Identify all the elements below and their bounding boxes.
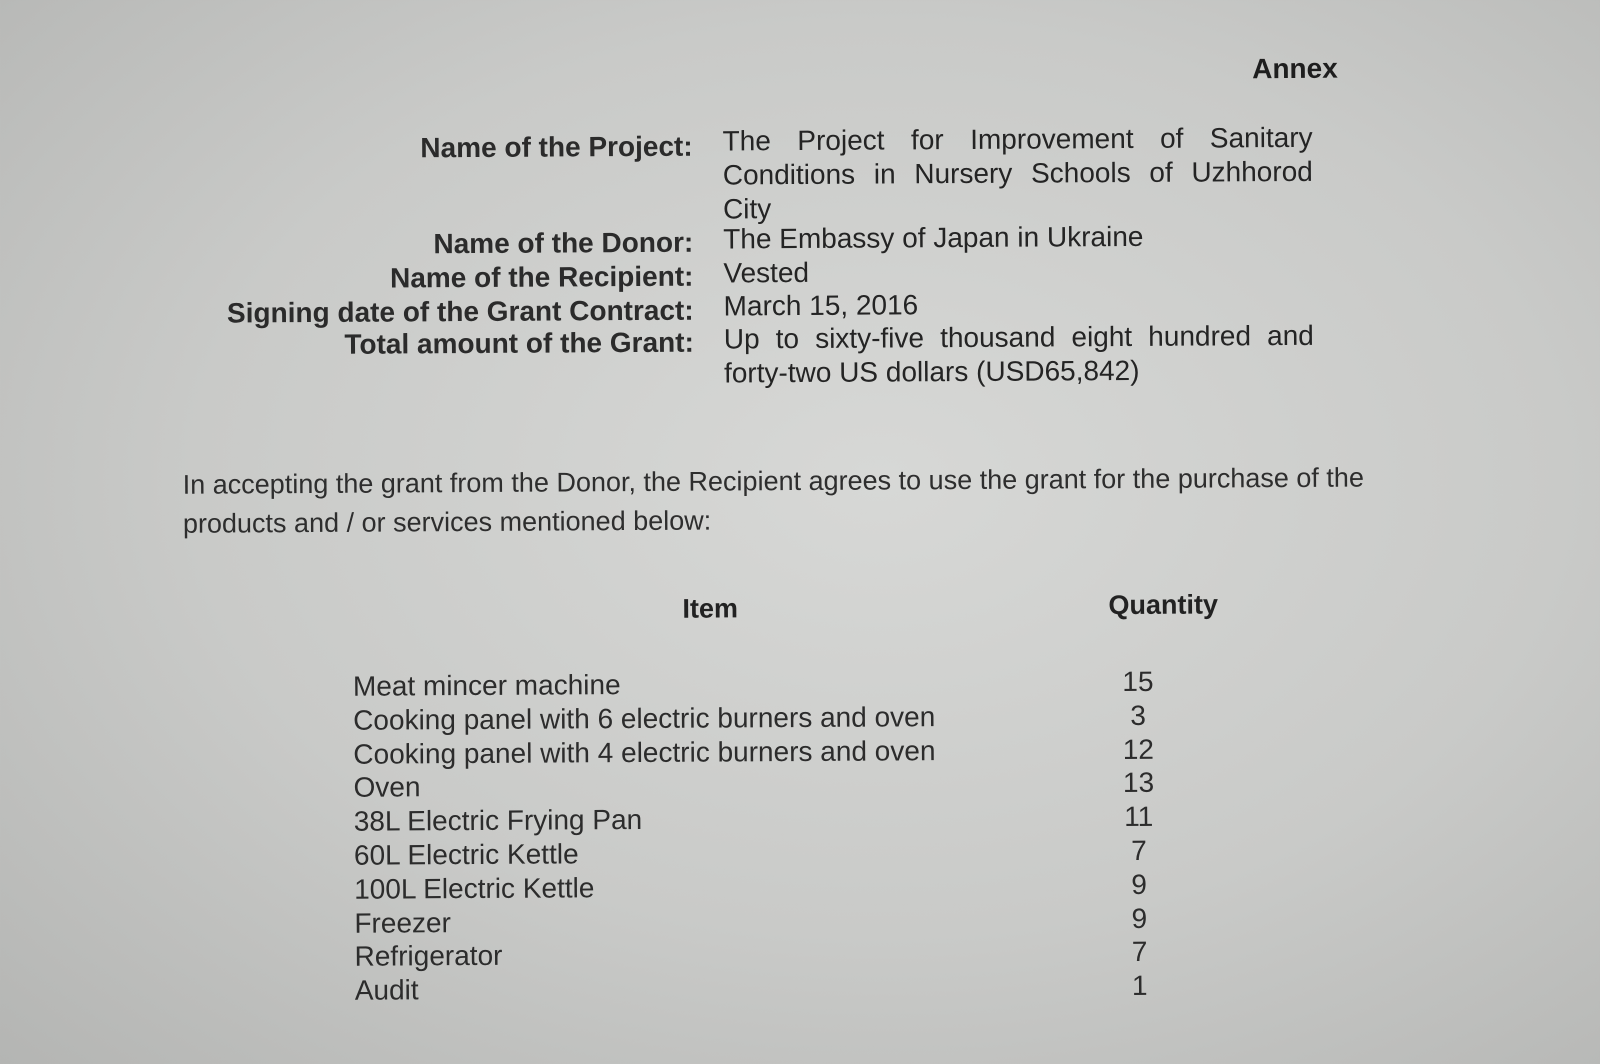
- field-label: Name of the Donor:: [433, 226, 694, 260]
- table-row: [353, 665, 1253, 704]
- table-row: [354, 902, 1254, 941]
- field-value: Vested: [723, 256, 810, 289]
- item-quantity: 9: [1131, 902, 1148, 934]
- field-label: Name of the Recipient:: [389, 260, 694, 294]
- field-value: Up to sixty-five thousand eight hundred and forty-two US dollars (USD65,842): [723, 319, 1314, 389]
- item-name: 100L Electric Kettle: [354, 872, 595, 905]
- table-row: [354, 834, 1254, 873]
- field-value: The Embassy of Japan in Ukraine: [723, 220, 1144, 255]
- acceptance-paragraph: In accepting the grant from the Donor, the Recipient agrees to use the grant for the purchase of the products and / or services mentioned below:: [182, 462, 1365, 539]
- item-name: Meat mincer machine: [352, 669, 621, 702]
- field-label: Name of the Project:: [420, 130, 693, 164]
- table-row: [354, 800, 1254, 839]
- field-value: March 15, 2016: [723, 289, 919, 322]
- item-column-header: Item: [682, 593, 739, 624]
- field-label: Signing date of the Grant Contract:: [226, 294, 694, 329]
- field-value: The Project for Improvement of Sanitary Conditions in Nursery Schools of Uzhhorod City: [722, 121, 1313, 225]
- item-name: Cooking panel with 4 electric burners and oven: [353, 734, 936, 770]
- item-name: Oven: [353, 771, 421, 804]
- quantity-column-header: Quantity: [1108, 589, 1219, 621]
- table-row: [353, 767, 1253, 806]
- table-row: [353, 733, 1253, 772]
- table-row: [355, 969, 1255, 1008]
- item-quantity: 13: [1122, 767, 1155, 799]
- item-name: Freezer: [354, 906, 451, 939]
- items-table: [353, 665, 1255, 1008]
- item-quantity: 12: [1122, 733, 1155, 765]
- table-row: [353, 699, 1253, 738]
- table-row: [354, 868, 1254, 907]
- item-quantity: 15: [1122, 665, 1154, 698]
- item-quantity: 11: [1124, 801, 1154, 833]
- item-name: 38L Electric Frying Pan: [353, 804, 643, 837]
- item-name: Refrigerator: [354, 940, 503, 973]
- annex-heading: Annex: [1252, 52, 1338, 85]
- item-quantity: 7: [1131, 936, 1148, 968]
- item-name: Audit: [354, 974, 419, 1006]
- item-name: Cooking panel with 6 electric burners and oven: [353, 700, 936, 736]
- item-quantity: 1: [1131, 970, 1148, 1002]
- item-quantity: 3: [1130, 699, 1147, 731]
- item-name: 60L Electric Kettle: [353, 838, 579, 871]
- table-row: [354, 936, 1254, 975]
- item-quantity: 9: [1131, 868, 1148, 900]
- field-label: Total amount of the Grant:: [344, 326, 694, 360]
- field-project: [0, 119, 1597, 225]
- item-quantity: 7: [1131, 834, 1147, 866]
